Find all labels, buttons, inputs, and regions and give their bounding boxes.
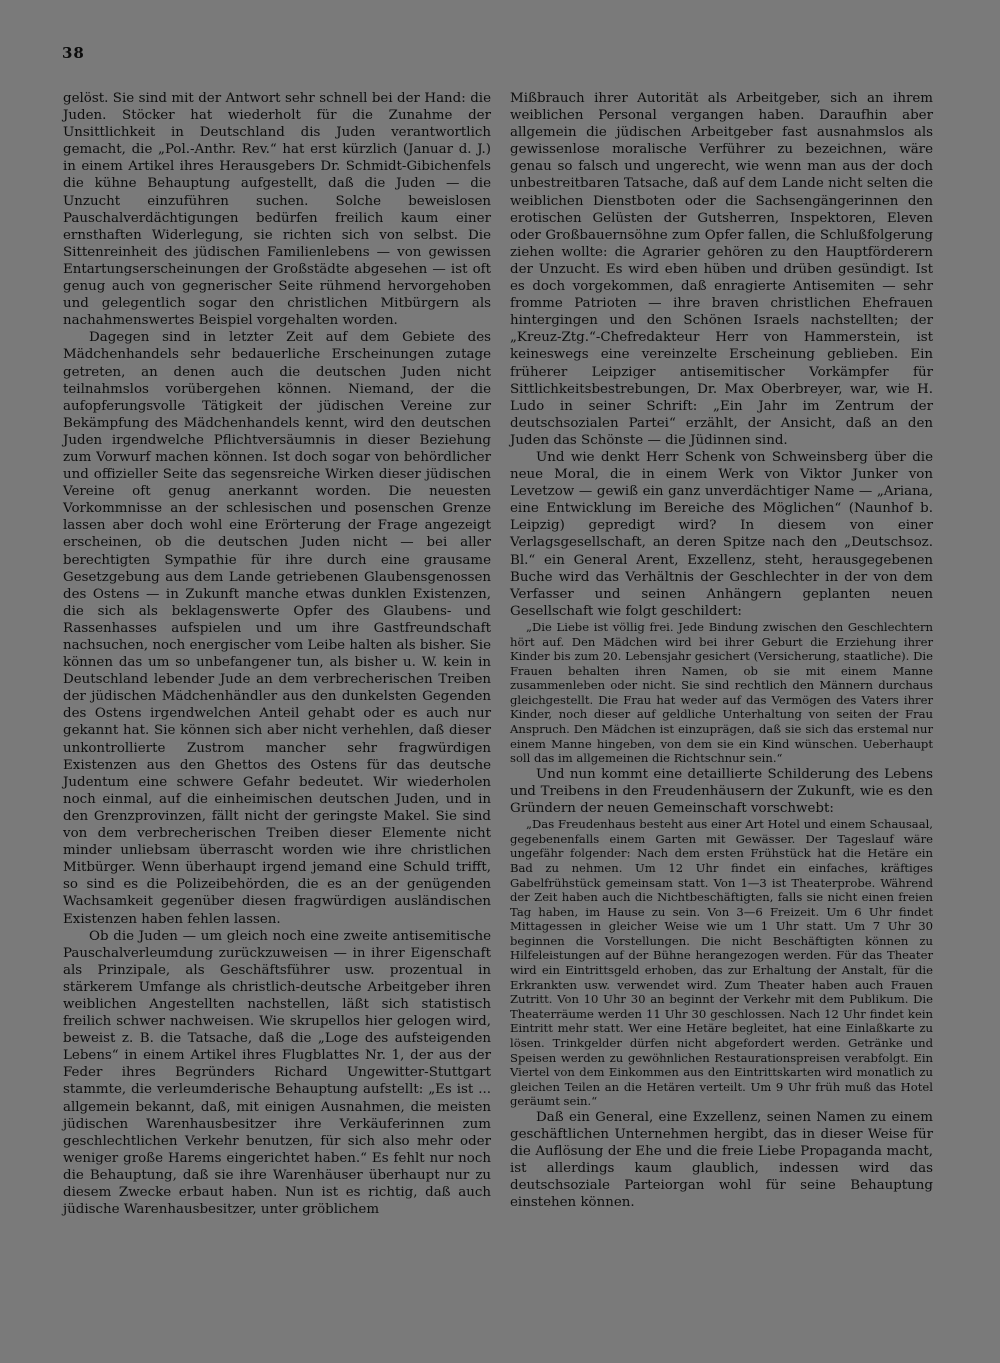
paragraph: Daß ein General, eine Exzellenz, seinen Namen zu einem geschäftlichen Unternehmen hergibt, das in dieser Weise für die Auflösung der Ehe und die freie Liebe Propaganda macht, ist allerdings kaum glaublich, indessen wird das deutschsoziale Parteiorgan wohl für seine Behauptung einstehen können. bbox=[510, 1110, 933, 1211]
paragraph: Und nun kommt eine detaillierte Schilderung des Lebens und Treibens in den Freudenhäusern der Zukunft, wie es den Gründern der neuen Gemeinschaft vorschwebt: bbox=[510, 766, 933, 817]
page-number: 38 bbox=[62, 44, 85, 62]
paragraph: Mißbrauch ihrer Autorität als Arbeitgeber, sich an ihrem weiblichen Personal vergangen haben. Daraufhin aber allgemein die jüdischen Arbeitgeber fast ausnahmslos als gewissenlose moralische Verführer zu bezeichnen, wäre genau so falsch und ungerecht, wie wenn man aus der doch unbestreitbaren Tatsache, daß auf dem Lande nicht selten die weiblichen Dienstboten oder die Sachsengängerinnen den erotischen Gelüsten der Gutsherren, Inspektoren, Eleven oder Großbauernsöhne zum Opfer fallen, die Schlußfolgerung ziehen wollte: die Agrarier gehören zu den Hauptförderern der Unzucht. Es wird eben hüben und drüben gesündigt. Ist es doch vorgekommen, daß enragierte Antisemiten — sehr fromme Patrioten — ihre braven christlichen Ehefrauen hintergingen und den Schönen Israels nachstellten; der „Kreuz-Ztg.“-Chefredakteur Herr von Hammerstein, ist keineswegs eine vereinzelte Erscheinung geblieben. Ein früherer Leipziger antisemitischer Vorkämpfer für Sittlichkeitsbestrebungen, Dr. Max Oberbreyer, war, wie H. Ludo in seiner Schrift: „Ein Jahr im Zentrum der deutschsozialen Partei“ erzählt, der Ansicht, daß an den Juden das Schönste — die Jüdinnen sind. bbox=[510, 91, 933, 448]
paragraph: Und wie denkt Herr Schenk von Schweinsberg über die neue Moral, die in einem Werk von Viktor Junker von Levetzow — gewiß ein ganz unverdächtiger Name — „Ariana, eine Entwicklung im Bereiche des Möglichen“ (Naunhof b. Leipzig) gepredigt wird? In diesem von einer Verlagsgesellschaft, an deren Spitze nach den „Deutschsoz. Bl.“ ein General Arent, Exzellenz, steht, herausgegebenen Buche wird das Verhältnis der Geschlechter in der von dem Verfasser und seinen Anhängern geplanten neuen Gesellschaft wie folgt geschildert: bbox=[510, 449, 933, 619]
right-column bbox=[510, 90, 933, 1212]
paragraph: Dagegen sind in letzter Zeit auf dem Gebiete des Mädchenhandels sehr bedauerliche Erscheinungen zutage getreten, an denen auch die deutschen Juden nicht teilnahmslos vorübergehen können. Niemand, der die aufopferungsvolle Tätigkeit der jüdischen Vereine zur Bekämpfung des Mädchenhandels kennt, wird den deutschen Juden irgendwelche Pflichtversäumnis in dieser Beziehung zum Vorwurf machen können. Ist doch sogar von behördlicher und offizieller Seite das segensreiche Wirken dieser jüdischen Vereine oft genug anerkannt worden. Die neuesten Vorkommnisse an der schlesischen und posenschen Grenze lassen aber doch wohl eine Erörterung der Frage angezeigt erscheinen, ob die deutschen Juden nicht — bei aller berechtigten Sympathie für ihre durch eine grausame Gesetzgebung aus dem Lande getriebenen Glaubensgenossen des Ostens — in Zukunft manche etwas dunklen Existenzen, die sich als beklagenswerte Opfer des Glaubens- und Rassenhasses aufspielen und um ihre Gastfreundschaft nachsuchen, noch energischer vom Leibe halten als bisher. Sie können das um so unbefangener tun, als bisher u. W. kein in Deutschland lebender Jude an dem verbrecherischen Treiben der jüdischen Mädchenhändler aus den dunkelsten Gegenden des Ostens irgendwelchen Anteil gehabt oder es auch nur gekannt hat. Sie können sich aber nicht verhehlen, daß dieser unkontrollierte Zustrom mancher sehr fragwürdigen Existenzen aus den Ghettos des Ostens für das deutsche Judentum eine schwere Gefahr bedeutet. Wir wiederholen noch einmal, auf die einheimischen deutschen Juden, und in den Grenzprovinzen, fällt nicht der geringste Makel. Sie sind von dem verbrecherischen Treiben dieser Elemente nicht minder unliebsam überrascht worden wie ihre christlichen Mitbürger. Wenn überhaupt irgend jemand eine Schuld trifft, so sind es die Polizeibehörden, die es an der genügenden Wachsamkeit gegenüber diesen fragwürdigen ausländischen Existenzen haben fehlen lassen. bbox=[63, 330, 491, 927]
left-column bbox=[63, 90, 491, 1218]
paragraph: Ob die Juden — um gleich noch eine zweite antisemitische Pauschalverleumdung zurückzuweisen — in ihrer Eigenschaft als Prinzipale, als Geschäftsführer usw. prozentual in stärkerem Umfange als christlich-deutsche Arbeitgeber ihren weiblichen Angestellten nachstellen, läßt sich statistisch freilich schwer nachweisen. Wie skrupellos hier gelogen wird, beweist z. B. die Tatsache, daß die „Loge des aufsteigenden Lebens“ in einem Artikel ihres Flugblattes Nr. 1, der aus der Feder ihres Begründers Richard Ungewitter-Stuttgart stammte, die verleumderische Behauptung aufstellt: „Es ist ... allgemein bekannt, daß, mit einigen Ausnahmen, die meisten jüdischen Warenhausbesitzer ihre Verkäuferinnen zum geschlechtlichen Verkehr benutzen, für sich also mehr oder weniger große Harems eingerichtet haben.“ Es fehlt nur noch die Behauptung, daß sie ihre Warenhäuser überhaupt nur zu diesem Zwecke erbaut haben. Nun ist es richtig, daß auch jüdische Warenhausbesitzer, unter gröblichem bbox=[63, 928, 491, 1218]
block-quote: „Das Freudenhaus besteht aus einer Art Hotel und einem Schausaal, gegebenenfalls einem Garten mit Gewässer. Der Tageslauf wäre ungefähr folgender: Nach dem ersten Frühstück hat die Hetäre ein Bad zu nehmen. Um 12 Uhr findet ein einfaches, kräftiges Gabelfrühstück gemeinsam statt. Von 1—3 ist Theaterprobe. Während der Zeit haben auch die Nichtbeschäftigten, falls sie nicht einen freien Tag haben, im Hause zu sein. Von 3—6 Freizeit. Um 6 Uhr findet Mittagessen in gleicher Weise wie um 1 Uhr statt. Um 7 Uhr 30 beginnen die Vorstellungen. Die nicht Beschäftigten können zu Hilfeleistungen auf der Bühne herangezogen werden. Für das Theater wird ein Eintrittsgeld erhoben, das zur Erhaltung der Anstalt, für die Erkrankten usw. verwendet wird. Zum Theater haben auch Frauen Zutritt. Von 10 Uhr 30 an beginnt der Verkehr mit dem Publikum. Die Theaterräume werden 11 Uhr 30 geschlossen. Nach 12 Uhr findet kein Eintritt mehr statt. Wer eine Hetäre begleitet, hat eine Einlaßkarte zu lösen. Trinkgelder dürfen nicht abgefordert werden. Getränke und Speisen werden zu gewöhnlichen Restaurationspreisen verabfolgt. Ein Viertel von dem Einkommen aus den Eintrittskarten wird monatlich zu gleichen Teilen an die Hetären verteilt. Um 9 Uhr früh muß das Hotel geräumt sein.“ bbox=[510, 817, 933, 1109]
block-quote: „Die Liebe ist völlig frei. Jede Bindung zwischen den Geschlechtern hört auf. Den Mädchen wird bei ihrer Geburt die Erziehung ihrer Kinder bis zum 20. Lebensjahr gesichert (Versicherung, staatliche). Die Frauen behalten ihren Namen, ob sie mit einem Manne zusammenleben oder nicht. Sie sind rechtlich den Männern durchaus gleichgestellt. Die Frau hat weder auf das Vermögen des Vaters ihrer Kinder, noch dieser auf geldliche Unterhaltung von seiten der Frau Anspruch. Den Mädchen ist einzuprägen, daß sie sich das erstemal nur einem Manne hingeben, von dem sie ein Kind wünschen. Ueberhaupt soll das im allgemeinen die Richtschnur sein.“ bbox=[510, 619, 933, 766]
paragraph: gelöst. Sie sind mit der Antwort sehr schnell bei der Hand: die Juden. Stöcker hat wiederholt für die Zunahme der Unsittlichkeit in Deutschland dis Juden verantwortlich gemacht, die „Pol.-Anthr. Rev.“ hat erst kürzlich (Januar d. J.) in einem Artikel ihres Herausgebers Dr. Schmidt-Gibichenfels die kühne Behauptung aufgestellt, daß die Juden — die Unzucht einzuführen suchen. Solche beweislosen Pauschalverdächtigungen bedürfen freilich kaum einer ernsthaften Widerlegung, sie richten sich von selbst. Die Sittenreinheit des jüdischen Familienlebens — von gewissen Entartungserscheinungen der Großstädte abgesehen — ist oft genug auch von gegnerischer Seite rühmend hervorgehoben und gelegentlich sogar den christlichen Mitbürgern als nachahmenswertes Beispiel vorgehalten worden. bbox=[63, 91, 491, 329]
